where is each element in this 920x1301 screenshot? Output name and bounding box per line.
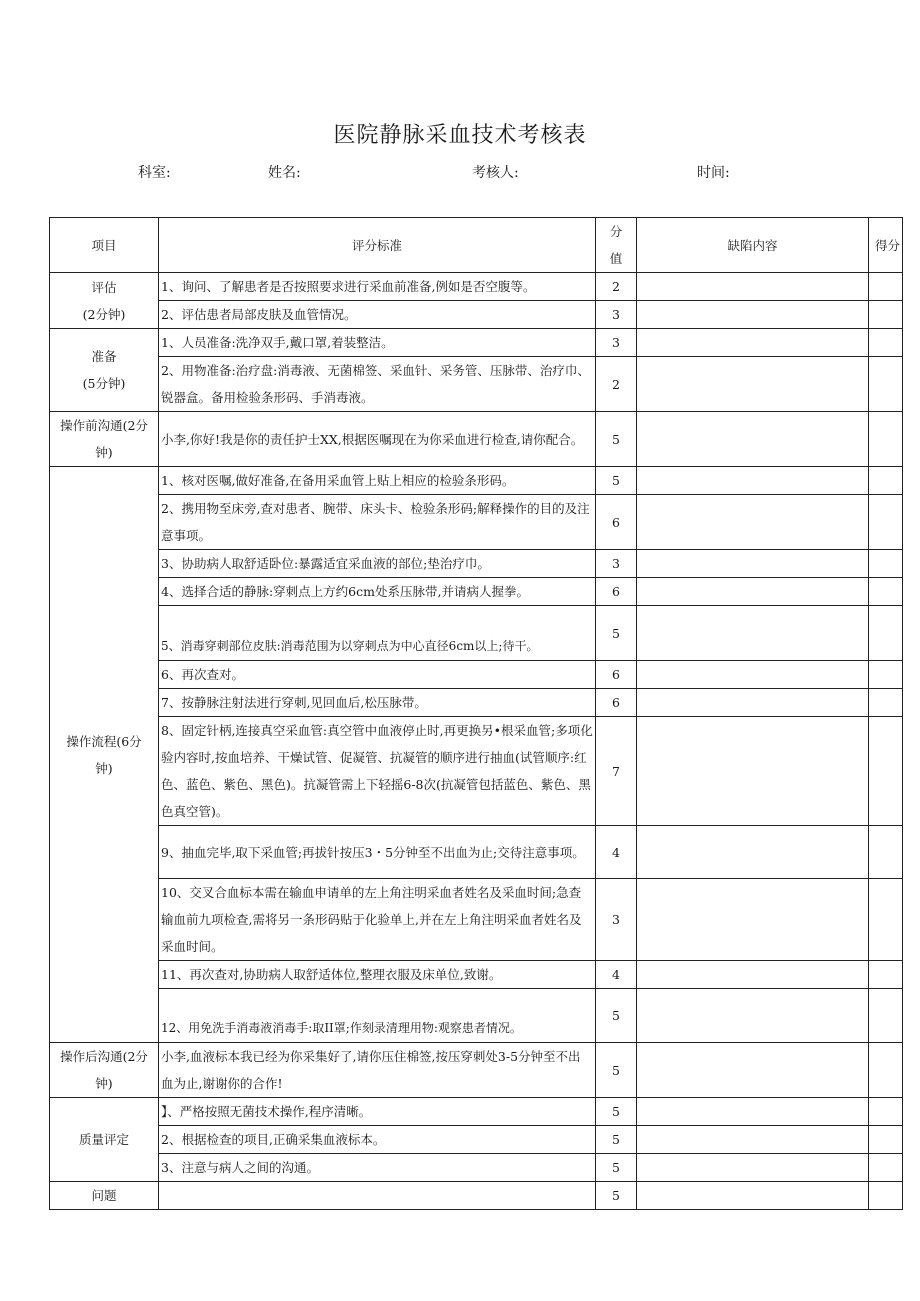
score-cell: 5 bbox=[596, 1098, 637, 1126]
defects-cell[interactable] bbox=[637, 961, 869, 989]
table-row bbox=[50, 989, 903, 1043]
defects-cell[interactable] bbox=[637, 717, 869, 826]
section-procedure bbox=[50, 467, 159, 1043]
header-score-line2: 值 bbox=[609, 251, 623, 266]
earned-cell[interactable] bbox=[869, 329, 903, 357]
defects-cell[interactable] bbox=[637, 550, 869, 578]
score-cell: 6 bbox=[596, 578, 637, 606]
earned-cell[interactable] bbox=[869, 717, 903, 826]
criteria-cell: 2、携用物至床旁,查对患者、腕带、床头卡、检验条形码;解释操作的目的及注意事项。 bbox=[159, 495, 596, 550]
criteria-cell: 小李,血液标本我已经为你采集好了,请你压住棉签,按压穿刺处3-5分钟至不出血为止,谢谢你的合作! bbox=[159, 1043, 596, 1098]
table-row bbox=[50, 357, 903, 412]
earned-cell[interactable] bbox=[869, 1098, 903, 1126]
criteria-cell: 6、再次查对。 bbox=[159, 661, 596, 689]
table-row bbox=[50, 301, 903, 329]
defects-cell[interactable] bbox=[637, 879, 869, 961]
earned-cell[interactable] bbox=[869, 961, 903, 989]
score-cell: 6 bbox=[596, 495, 637, 550]
table-row bbox=[50, 550, 903, 578]
section-post-communication bbox=[50, 1043, 159, 1098]
score-cell: 5 bbox=[596, 1182, 637, 1210]
table-row bbox=[50, 495, 903, 550]
table-row bbox=[50, 1154, 903, 1182]
section-title: 操作流程(6分 bbox=[66, 733, 142, 749]
table-row bbox=[50, 1098, 903, 1126]
defects-cell[interactable] bbox=[637, 606, 869, 661]
defects-cell[interactable] bbox=[637, 1043, 869, 1098]
score-cell: 5 bbox=[596, 412, 637, 467]
defects-cell[interactable] bbox=[637, 1154, 869, 1182]
table-row bbox=[50, 879, 903, 961]
defects-cell[interactable] bbox=[637, 273, 869, 301]
header-item: 项目 bbox=[50, 218, 159, 273]
defects-cell[interactable] bbox=[637, 578, 869, 606]
time-label: 时间: bbox=[697, 165, 730, 181]
score-cell: 4 bbox=[596, 826, 637, 879]
earned-cell[interactable] bbox=[869, 412, 903, 467]
earned-cell[interactable] bbox=[869, 1154, 903, 1182]
table-row bbox=[50, 689, 903, 717]
header-earned: 得分 bbox=[869, 218, 903, 273]
criteria-cell: 】、严格按照无菌技术操作,程序清晰。 bbox=[159, 1098, 596, 1126]
examiner-label: 考核人: bbox=[472, 165, 519, 181]
header-score-line1: 分 bbox=[609, 224, 623, 239]
assessment-table bbox=[49, 217, 903, 1210]
defects-cell[interactable] bbox=[637, 357, 869, 412]
earned-cell[interactable] bbox=[869, 578, 903, 606]
score-cell: 2 bbox=[596, 357, 637, 412]
criteria-cell bbox=[159, 1182, 596, 1210]
earned-cell[interactable] bbox=[869, 989, 903, 1043]
earned-cell[interactable] bbox=[869, 467, 903, 495]
table-row bbox=[50, 717, 903, 826]
earned-cell[interactable] bbox=[869, 689, 903, 717]
section-questions: 问题 bbox=[50, 1182, 159, 1210]
defects-cell[interactable] bbox=[637, 1098, 869, 1126]
criteria-cell: 9、抽血完毕,取下采血管;再拔针按压3・5分钟至不出血为止;交待注意事项。 bbox=[159, 826, 596, 879]
table-row bbox=[50, 661, 903, 689]
defects-cell[interactable] bbox=[637, 467, 869, 495]
score-cell: 3 bbox=[596, 879, 637, 961]
section-time: 钟) bbox=[95, 445, 113, 460]
score-cell: 5 bbox=[596, 606, 637, 661]
score-cell: 4 bbox=[596, 961, 637, 989]
earned-cell[interactable] bbox=[869, 879, 903, 961]
criteria-cell: 1、询问、了解患者是否按照要求进行采血前准备,例如是否空腹等。 bbox=[159, 273, 596, 301]
score-cell: 3 bbox=[596, 329, 637, 357]
earned-cell[interactable] bbox=[869, 357, 903, 412]
criteria-cell: 3、协助病人取舒适卧位:暴露适宜采血液的部位;垫治疗巾。 bbox=[159, 550, 596, 578]
score-cell: 6 bbox=[596, 689, 637, 717]
score-cell: 6 bbox=[596, 661, 637, 689]
earned-cell[interactable] bbox=[869, 550, 903, 578]
earned-cell[interactable] bbox=[869, 606, 903, 661]
criteria-cell: 1、核对医嘱,做好准备,在备用采血管上贴上相应的检验条形码。 bbox=[159, 467, 596, 495]
earned-cell[interactable] bbox=[869, 826, 903, 879]
header-criteria: 评分标准 bbox=[159, 218, 596, 273]
table-row bbox=[50, 467, 903, 495]
criteria-cell: 2、用物准备:治疗盘:消毒液、无菌棉签、采血针、采务管、压脉带、治疗巾、锐器盒。备用检验条形码、手消毒液。 bbox=[159, 357, 596, 412]
table-row bbox=[50, 412, 903, 467]
section-time: 钟) bbox=[95, 1076, 113, 1091]
score-cell: 3 bbox=[596, 301, 637, 329]
defects-cell[interactable] bbox=[637, 1126, 869, 1154]
defects-cell[interactable] bbox=[637, 412, 869, 467]
earned-cell[interactable] bbox=[869, 1043, 903, 1098]
score-cell: 2 bbox=[596, 273, 637, 301]
table-row bbox=[50, 606, 903, 661]
department-label: 科室: bbox=[138, 165, 171, 181]
defects-cell[interactable] bbox=[637, 301, 869, 329]
table-row bbox=[50, 826, 903, 879]
criteria-cell: 3、注意与病人之间的沟通。 bbox=[159, 1154, 596, 1182]
defects-cell[interactable] bbox=[637, 826, 869, 879]
table-row bbox=[50, 1043, 903, 1098]
score-cell: 5 bbox=[596, 1154, 637, 1182]
section-title: 操作后沟通(2分 bbox=[60, 1049, 148, 1064]
defects-cell[interactable] bbox=[637, 689, 869, 717]
name-label: 姓名: bbox=[268, 165, 301, 181]
criteria-cell: 11、再次查对,协助病人取舒适体位,整理衣服及床单位,致谢。 bbox=[159, 961, 596, 989]
earned-cell[interactable] bbox=[869, 1182, 903, 1210]
defects-cell[interactable] bbox=[637, 329, 869, 357]
section-preparation bbox=[50, 329, 159, 412]
earned-cell[interactable] bbox=[869, 495, 903, 550]
section-time: (2分钟) bbox=[82, 306, 126, 322]
defects-cell[interactable] bbox=[637, 1182, 869, 1210]
score-cell: 5 bbox=[596, 1043, 637, 1098]
section-quality bbox=[50, 1098, 159, 1182]
score-cell: 5 bbox=[596, 989, 637, 1043]
table-header-row bbox=[50, 218, 903, 273]
earned-cell[interactable] bbox=[869, 661, 903, 689]
header-score bbox=[596, 218, 637, 273]
criteria-cell: 10、交叉合血标本需在输血申请单的左上角注明采血者姓名及采血时间;急查输血前九项检查,需将另一条形码贴于化验单上,并在左上角注明采血者姓名及采血时间。 bbox=[159, 879, 596, 961]
score-cell: 3 bbox=[596, 550, 637, 578]
score-cell: 5 bbox=[596, 1126, 637, 1154]
earned-cell[interactable] bbox=[869, 1126, 903, 1154]
table-row bbox=[50, 273, 903, 301]
header-defects: 缺陷内容 bbox=[637, 218, 869, 273]
score-cell: 7 bbox=[596, 717, 637, 826]
table-row bbox=[50, 1182, 903, 1210]
criteria-cell: 12、用免洗手消毒液消毒手:取II罩;作刻录清理用物:观察患者情况。 bbox=[159, 989, 596, 1043]
section-title: 准备 bbox=[91, 349, 117, 364]
earned-cell[interactable] bbox=[869, 301, 903, 329]
section-title: 评估 bbox=[91, 279, 117, 295]
section-assessment bbox=[50, 273, 159, 329]
criteria-cell: 2、根据检查的项目,正确采集血液标本。 bbox=[159, 1126, 596, 1154]
defects-cell[interactable] bbox=[637, 989, 869, 1043]
criteria-cell: 5、消毒穿刺部位皮肤:消毒范围为以穿刺点为中心直径6cm以上;待干。 bbox=[159, 606, 596, 661]
criteria-cell: 4、选择合适的静脉:穿刺点上方约6cm处系压脉带,并请病人握拳。 bbox=[159, 578, 596, 606]
criteria-cell: 1、人员准备:洗净双手,戴口罩,着装整洁。 bbox=[159, 329, 596, 357]
table-row bbox=[50, 578, 903, 606]
table-row bbox=[50, 329, 903, 357]
defects-cell[interactable] bbox=[637, 495, 869, 550]
section-title: 质量评定 bbox=[78, 1132, 129, 1147]
section-title: 操作前沟通(2分 bbox=[60, 418, 148, 433]
criteria-cell: 2、评估患者局部皮肤及血管情况。 bbox=[159, 301, 596, 329]
section-time: (5分钟) bbox=[82, 376, 126, 391]
earned-cell[interactable] bbox=[869, 273, 903, 301]
criteria-cell: 7、按静脉注射法进行穿刺,见回血后,松压脉带。 bbox=[159, 689, 596, 717]
table-row bbox=[50, 1126, 903, 1154]
defects-cell[interactable] bbox=[637, 661, 869, 689]
score-cell: 5 bbox=[596, 467, 637, 495]
section-time: 钟) bbox=[95, 760, 113, 776]
page-title: 医院静脉采血技术考核表 bbox=[333, 123, 587, 148]
section-pre-communication bbox=[50, 412, 159, 467]
table-row bbox=[50, 961, 903, 989]
criteria-cell: 8、固定针柄,连接真空采血管:真空管中血液停止时,再更换另•根采血管;多项化验内容时,按血培养、干燥试管、促凝管、抗凝管的顺序进行抽血(试管顺序:红色、蓝色、紫色、黑色)。抗凝管需上下轻摇6-8次(抗凝管包括蓝色、紫色、黑色真空管)。 bbox=[159, 717, 596, 826]
criteria-cell: 小李,你好!我是你的责任护士XX,根据医嘱现在为你采血进行检查,请你配合。 bbox=[159, 412, 596, 467]
